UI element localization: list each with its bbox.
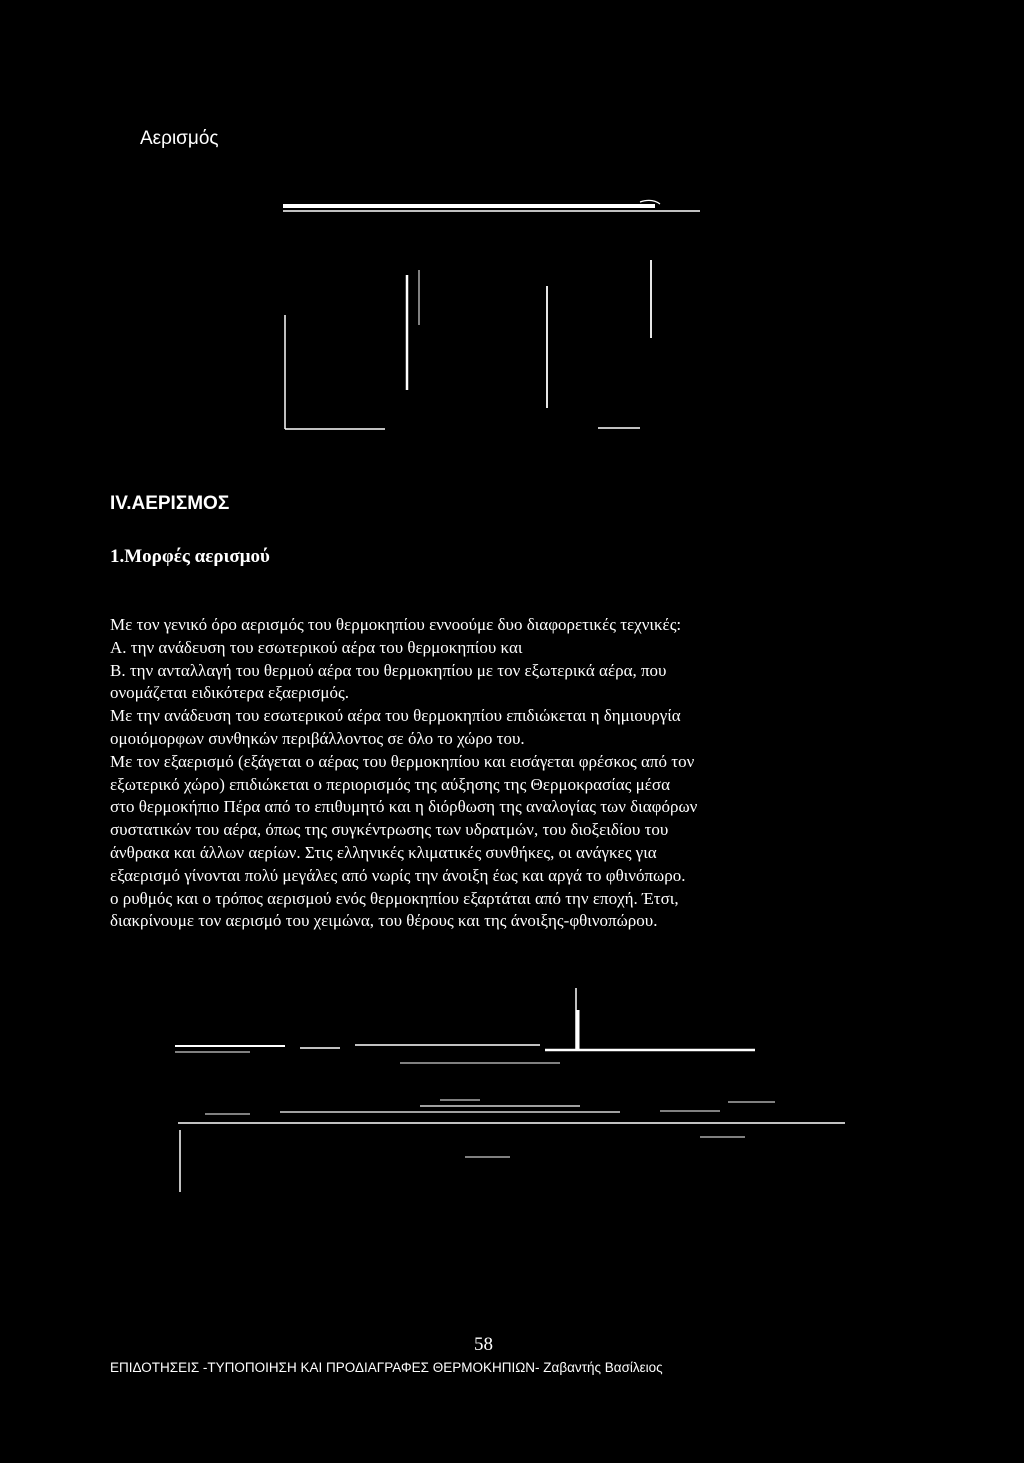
running-header: Αερισμός (140, 128, 219, 149)
body-line: άνθρακα και άλλων αερίων. Στις ελληνικές κλιματικές συνθήκες, οι ανάγκες για (110, 842, 657, 862)
greenhouse-diagram-top (0, 190, 1024, 440)
body-line: εξωτερικό χώρο) επιδιώκεται ο περιορισμός της αύξησης της Θερμοκρασίας μέσα (110, 774, 670, 794)
body-line: συστατικών του αέρα, όπως της συγκέντρωσης των υδρατμών, του διοξειδίου του (110, 820, 669, 840)
body-line: εξαερισμό γίνονται πολύ μεγάλες από νωρίς την άνοιξη έως και αργά το φθινόπωρο. (110, 865, 686, 885)
body-line: Α. την ανάδευση του εσωτερικού αέρα του θερμοκηπίου και (110, 637, 523, 657)
section-subtitle: 1.Μορφές αερισμού (110, 546, 270, 567)
body-line: στο θερμοκήπιο Πέρα από το επιθυμητό και η διόρθωση της αναλογίας των διαφόρων (110, 797, 698, 817)
body-line: Β. την ανταλλαγή του θερμού αέρα του θερμοκηπίου με τον εξωτερικά αέρα, που (110, 660, 667, 680)
greenhouse-diagram-bottom (0, 980, 1024, 1200)
body-line: ομοιόμορφων συνθηκών περιβάλλοντος σε όλο το χώρο του. (110, 728, 525, 748)
body-line: Με τον εξαερισμό (εξάγεται ο αέρας του θερμοκηπίου και εισάγεται φρέσκος από τον (110, 751, 695, 771)
body-line: Με τον γενικό όρο αερισμός του θερμοκηπίου εννοούμε δυο διαφορετικές τεχνικές: (110, 615, 682, 634)
body-line: ο ρυθμός και ο τρόπος αερισμού ενός θερμοκηπίου εξαρτάται από την εποχή. Έτσι, (110, 888, 679, 908)
page-number: 58 (474, 1334, 493, 1355)
page-footer: ΕΠΙΔΟΤΗΣΕΙΣ -ΤΥΠΟΠΟΙΗΣΗ ΚΑΙ ΠΡΟΔΙΑΓΡΑΦΕΣ ΘΕΡΜΟΚΗΠΙΩΝ- Ζαβαντής Βασίλειος (110, 1360, 663, 1375)
body-line: ονομάζεται ειδικότερα εξαερισμός. (110, 683, 349, 703)
body-paragraph (110, 614, 870, 933)
body-line: διακρίνουμε τον αερισμό του χειμώνα, του θέρους και της άνοιξης-φθινοπώρου. (110, 911, 658, 931)
section-title: IV.ΑΕΡΙΣΜΟΣ (110, 493, 230, 514)
body-line: Με την ανάδευση του εσωτερικού αέρα του θερμοκηπίου επιδιώκεται η δημιουργία (110, 706, 681, 726)
